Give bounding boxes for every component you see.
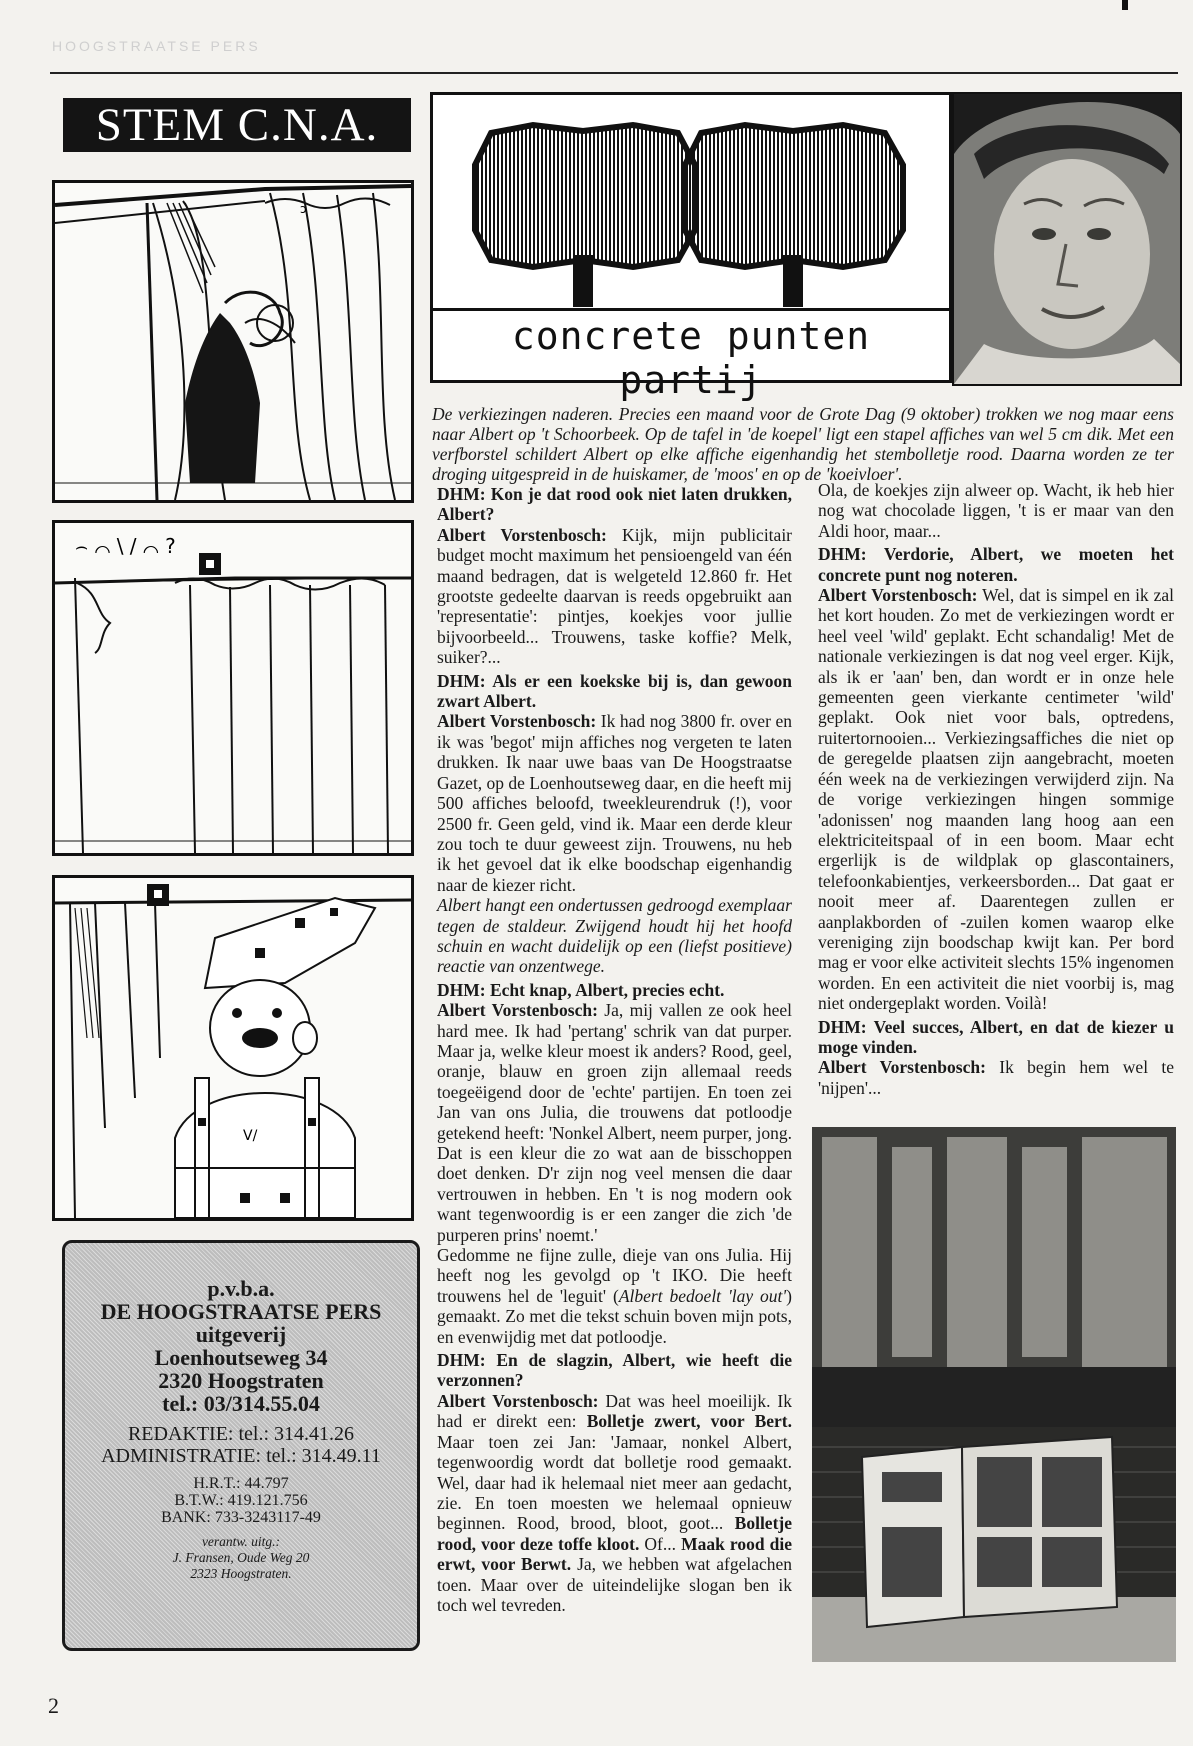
answer-text: Kijk, mijn publicitair budget mocht maximum het pensioengeld van één maand bedragen, dat is welgeteld 12.860 fr. Het grootste gedeelte daarvan is reeds opgebruikt aan 'representatie': pintjes, koekjes voor jullie bijvoorbeeld... Trouwens, taske koffie? Melk, suiker?... — [437, 524, 793, 668]
slogan-3: Maak rood die erwt, voor Berwt. — [437, 1533, 793, 1575]
panel3-sign: V/ — [243, 1128, 258, 1144]
logo-divider — [433, 308, 949, 311]
answer-text: Ja, mij vallen ze ook heel hard mee. Ik had 'pertang' schrik van dat purper. Maar ja, welke kleur moest ik anders? Rood, geel, oranje, blauw en groen zijn allemaal reeds toegeëigend door de 'echte' partijen. En toen zei Jan van ons Julia, die trouwens dat potloodje getekend heeft: 'Nonkel Albert, neem purper, jong. Dat is een kleur die zo wat aan de bisschoppen doet denken. D'r zijn nog veel mensen die daar vertrouwen in hebben. En 't is nog modern ook want tegenwoordig is er een zanger die zich 'de purperen prins' noemt.' — [437, 1000, 792, 1245]
masthead-faded: HOOGSTRAATSE PERS — [52, 38, 261, 54]
publisher-bank: BANK: 733-3243117-49 — [161, 1509, 321, 1526]
answer-3-continued: Gedomme ne fijne zulle, dieje van ons Julia. Hij heeft nog les gevolgd op 't IKO. Die heeft trouwens hel de 'leguit' (Albert bedoelt 'lay out') gemaakt. Zo met die tekst schuin boven mijn pots, en evenwijdig met dat potloodje. — [437, 1245, 792, 1347]
publisher-phone: tel.: 03/314.55.04 — [162, 1391, 320, 1416]
stage-direction: Albert hangt een ondertussen gedroogd exemplaar tegen de staldeur. Zwijgend houdt hij het hoofd schuin en wacht duidelijk op een (liefst positieve) reactie van onzentwege. — [437, 895, 792, 977]
portrait-drawing — [954, 94, 1180, 384]
question-6: DHM: Veel succes, Albert, en dat de kiezer u moge vinden. — [818, 1016, 1174, 1057]
publisher-responsible-city: 2323 Hoogstraten. — [190, 1566, 292, 1581]
cpp-logo-graphic — [433, 95, 949, 307]
panel1-scribble: ᴐ — [300, 202, 307, 216]
slogan-2: Bolletje rood, voor deze toffe kloot. — [437, 1513, 792, 1554]
comic-panel-2 — [52, 520, 414, 856]
comic-curtain-drawing-2 — [55, 523, 411, 853]
intro-paragraph: De verkiezingen naderen. Precies een maand voor de Grote Dag (9 oktober) trokken we nog maar eens naar Albert op 't Schoorbeek. Op de tafel in 'de koepel' ligt een stapel affiches van wel 5 cm dik. Met een verfborstel schildert Albert op elke affiche eigenhandig het stembolletje rood. Daarna worden ze ter droging uitgespreid in de huiskamer, de 'moos' en op de 'koeivloer'. — [432, 404, 1174, 484]
publisher-redaktie: REDAKTIE: tel.: 314.41.26 — [127, 1423, 355, 1445]
publisher-hrt: H.R.T.: 44.797 — [193, 1475, 289, 1492]
publisher-btw: B.T.W.: 419.121.756 — [174, 1492, 308, 1509]
answer-text: Wel, dat is simpel en ik zal het kort houden. Zo met de verkiezingen wordt er heel veel 'wild' geplakt. Echt schandalig! Met de nationale verkiezingen is dat nog veel erger. Kijk, als ik er 'aan' ben, dan wordt er in onze hele gemeenten geen vierkante centimeter 'wild' geplakt. Ook niet voor bals, optredens, ruitertornooien... Verkiezingsaffiches die niet op de geregelde plaatsen zijn aangebracht, moeten één week na de verkiezingen verwijderd zijn. Na de vorige verkiezingen hingen sommige 'adonissen' nog maanden lang hoog aan een elektriciteitspaal of in een boom. Maar echt ergerlijk is de wildplak op glascontainers, telefoonkabientjes, verkeersborden... Dat gaat er nooit meer af. Daarentegen zullen er aanplakborden of -zuilen komen waarop elke vereniging zijn boodschap kwijt kan. Per bord mag er voor elke activiteit slechts 15% ingenomen worden. En een activiteit die niet voorbij is, mag niet ondergeplakt worden. Voilà! — [818, 585, 1175, 1014]
publisher-box — [62, 1240, 420, 1651]
publisher-address: Loenhoutseweg 34 — [154, 1345, 328, 1370]
comic-panel-3 — [52, 875, 414, 1221]
interview-column-2 — [818, 480, 1174, 1098]
question-5: DHM: Verdorie, Albert, we moeten het concrete punt nog noteren. — [818, 544, 1174, 585]
speaker-label: Albert Vorstenbosch: — [437, 1000, 598, 1021]
page-number: 2 — [48, 1693, 59, 1718]
speaker-label: Albert Vorstenbosch: — [818, 585, 978, 606]
interview-column-1 — [437, 484, 792, 1615]
street-photo-drawing — [812, 1127, 1176, 1662]
answer-text: Ik had nog 3800 fr. over en ik was 'begot' mijn affiches nog vergeten te laten drukken. Ik naar uwe baas van De Hoogstraatse Gazet, op de Loenhoutseweg daar, en die heeft mij 500 affiches beloofd, tweekleurendruk (!), voor 2500 fr. Geen geld, vind ik. Maar een derde kleur zou toch te duur geweest zijn. Trouwens, nu heb ik het gevoel dat ik elke boodschap eigenhandig naar de kiezer richt. — [437, 711, 792, 895]
answer-text: Ik begin hem wel te 'nijpen'... — [818, 1057, 1175, 1098]
logo-text: concrete punten partij — [511, 314, 871, 402]
question-1: DHM: Kon je dat rood ook niet laten drukken, Albert? — [437, 484, 792, 525]
publisher-responsible: verantw. uitg.: — [201, 1534, 281, 1549]
answer-1 — [437, 525, 792, 668]
publisher-line: p.v.b.a. — [207, 1276, 275, 1301]
answer-continued: Ola, de koekjes zijn alweer op. Wacht, ik heb hier nog wat chocolade liggen, 't is er maar van den Aldi hoor, maar... — [818, 480, 1174, 541]
question-2: DHM: Als er een koekske bij is, dan gewoon zwart Albert. — [437, 670, 792, 712]
publisher-name: DE HOOGSTRAATSE PERS — [100, 1299, 382, 1324]
answer-3 — [437, 1000, 792, 1245]
publisher-administratie: ADMINISTRATIE: tel.: 314.49.11 — [101, 1445, 381, 1467]
publisher-city: 2320 Hoogstraten — [158, 1368, 324, 1393]
answer-4: Albert Vorstenbosch: Dat was heel moeilijk. Ik had er direkt een: Bolletje zwert, voor Bert. Maar toen zei Jan: 'Jamaar, nonkel Albert, tegenwoordig wordt dat bolletje rood gemaakt. Wel, daar had ik helemaal niet meer aan gedacht, zie. En toen moesten we helemaal opnieuw beginnen. Rood, brood, bloot, goot... Bolletje rood, voor deze toffe kloot. Of... Maak rood die erwt, voor Berwt. Ja, we hebben wat afgelachen toen. Maar over de uiteindelijke slogan ben ik toch wel tevreden. — [437, 1390, 793, 1615]
print-mark — [1122, 0, 1128, 10]
portrait-photo — [952, 92, 1182, 386]
answer-5 — [818, 585, 1174, 1014]
speaker-label: Albert Vorstenbosch: — [437, 524, 607, 545]
panel2-doodle: ⌢ ⌒ \ / ⌒ ? — [75, 534, 176, 558]
question-4: DHM: En de slagzin, Albert, wie heeft die verzonnen? — [437, 1350, 792, 1391]
speaker-label: Albert Vorstenbosch: — [818, 1057, 986, 1078]
street-photo — [812, 1127, 1176, 1662]
comic-curtain-drawing — [55, 183, 411, 500]
speaker-label: Albert Vorstenbosch: — [437, 1390, 599, 1411]
question-3: DHM: Echt knap, Albert, precies echt. — [437, 979, 725, 1000]
publisher-responsible-name: J. Fransen, Oude Weg 20 — [172, 1550, 310, 1565]
answer-6 — [818, 1057, 1174, 1098]
comic-albert-drawing — [55, 878, 411, 1218]
page-title: STEM C.N.A. — [63, 98, 411, 152]
publisher-line: uitgeverij — [195, 1322, 287, 1347]
cpp-logo — [430, 92, 952, 402]
answer-2 — [437, 711, 792, 895]
top-rule — [50, 72, 1178, 74]
slogan-1: Bolletje zwert, voor Bert. — [586, 1411, 793, 1432]
speaker-label: Albert Vorstenbosch: — [437, 711, 597, 732]
comic-panel-1 — [52, 180, 414, 503]
